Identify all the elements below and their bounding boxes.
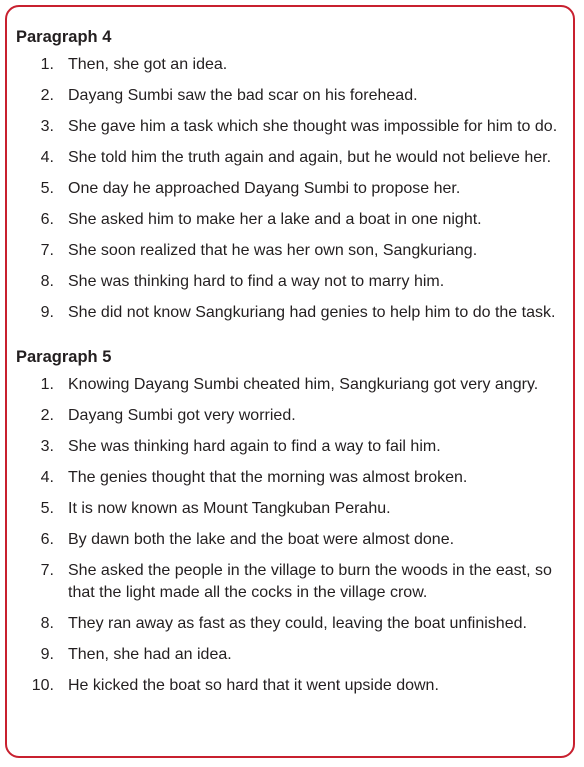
item-text: Dayang Sumbi got very worried.	[68, 407, 296, 424]
list-item	[16, 271, 570, 293]
list-item	[16, 54, 570, 76]
list-item	[16, 498, 570, 520]
list-item	[16, 644, 570, 666]
list-item	[16, 529, 570, 551]
item-number: 7.	[40, 562, 54, 579]
list-item	[16, 116, 570, 138]
item-number: 3.	[40, 438, 54, 455]
item-text: Then, she had an idea.	[68, 646, 232, 663]
item-text: Then, she got an idea.	[68, 56, 228, 73]
item-number: 1.	[40, 56, 54, 73]
item-number: 8.	[40, 273, 54, 290]
item-text: She gave him a task which she thought was impossible for him to do.	[68, 118, 558, 135]
list-item	[16, 302, 570, 324]
item-number: 4.	[40, 149, 54, 166]
item-number: 7.	[40, 242, 54, 259]
item-text: Dayang Sumbi saw the bad scar on his forehead.	[68, 87, 418, 104]
item-text: By dawn both the lake and the boat were almost done.	[68, 531, 455, 548]
item-number: 1.	[40, 376, 54, 393]
item-number: 9.	[40, 646, 54, 663]
item-text: One day he approached Dayang Sumbi to propose her.	[68, 180, 461, 197]
item-number: 8.	[40, 615, 54, 632]
item-number: 5.	[40, 180, 54, 197]
section-heading-paragraph-5: Paragraph 5	[16, 348, 112, 366]
item-number: 6.	[40, 531, 54, 548]
list-item	[16, 85, 570, 107]
item-text: Knowing Dayang Sumbi cheated him, Sangkuriang got very angry.	[68, 376, 539, 393]
item-text: She soon realized that he was her own son, Sangkuriang.	[68, 242, 478, 259]
list-item	[16, 436, 570, 458]
item-number: 2.	[40, 407, 54, 424]
item-number: 6.	[40, 211, 54, 228]
sentence-list-paragraph-5	[16, 374, 570, 697]
list-item	[16, 374, 570, 396]
item-text: She asked the people in the village to burn the woods in the east, so that the light made all the cocks in the village crow.	[68, 562, 552, 601]
item-number: 9.	[40, 304, 54, 321]
item-number: 4.	[40, 469, 54, 486]
list-item	[16, 209, 570, 231]
item-text: She was thinking hard to find a way not to marry him.	[68, 273, 445, 290]
section-spacer	[16, 324, 570, 347]
item-number: 5.	[40, 500, 54, 517]
document-content	[16, 27, 570, 697]
section-heading-paragraph-4: Paragraph 4	[16, 28, 112, 46]
list-item	[16, 467, 570, 489]
item-text: They ran away as fast as they could, leaving the boat unfinished.	[68, 615, 527, 632]
list-item	[16, 560, 570, 604]
list-item	[16, 147, 570, 169]
item-text: She did not know Sangkuriang had genies to help him to do the task.	[68, 304, 556, 321]
item-text: She was thinking hard again to find a way to fail him.	[68, 438, 441, 455]
item-number: 2.	[40, 87, 54, 104]
list-item	[16, 675, 570, 697]
item-text: She asked him to make her a lake and a boat in one night.	[68, 211, 482, 228]
list-item	[16, 240, 570, 262]
list-item	[16, 178, 570, 200]
item-text: She told him the truth again and again, but he would not believe her.	[68, 149, 552, 166]
item-number: 3.	[40, 118, 54, 135]
item-number: 10.	[31, 677, 54, 694]
item-text: It is now known as Mount Tangkuban Perahu.	[68, 500, 391, 517]
list-item	[16, 613, 570, 635]
item-text: He kicked the boat so hard that it went upside down.	[68, 677, 439, 694]
item-text: The genies thought that the morning was almost broken.	[68, 469, 468, 486]
list-item	[16, 405, 570, 427]
sentence-list-paragraph-4	[16, 54, 570, 324]
